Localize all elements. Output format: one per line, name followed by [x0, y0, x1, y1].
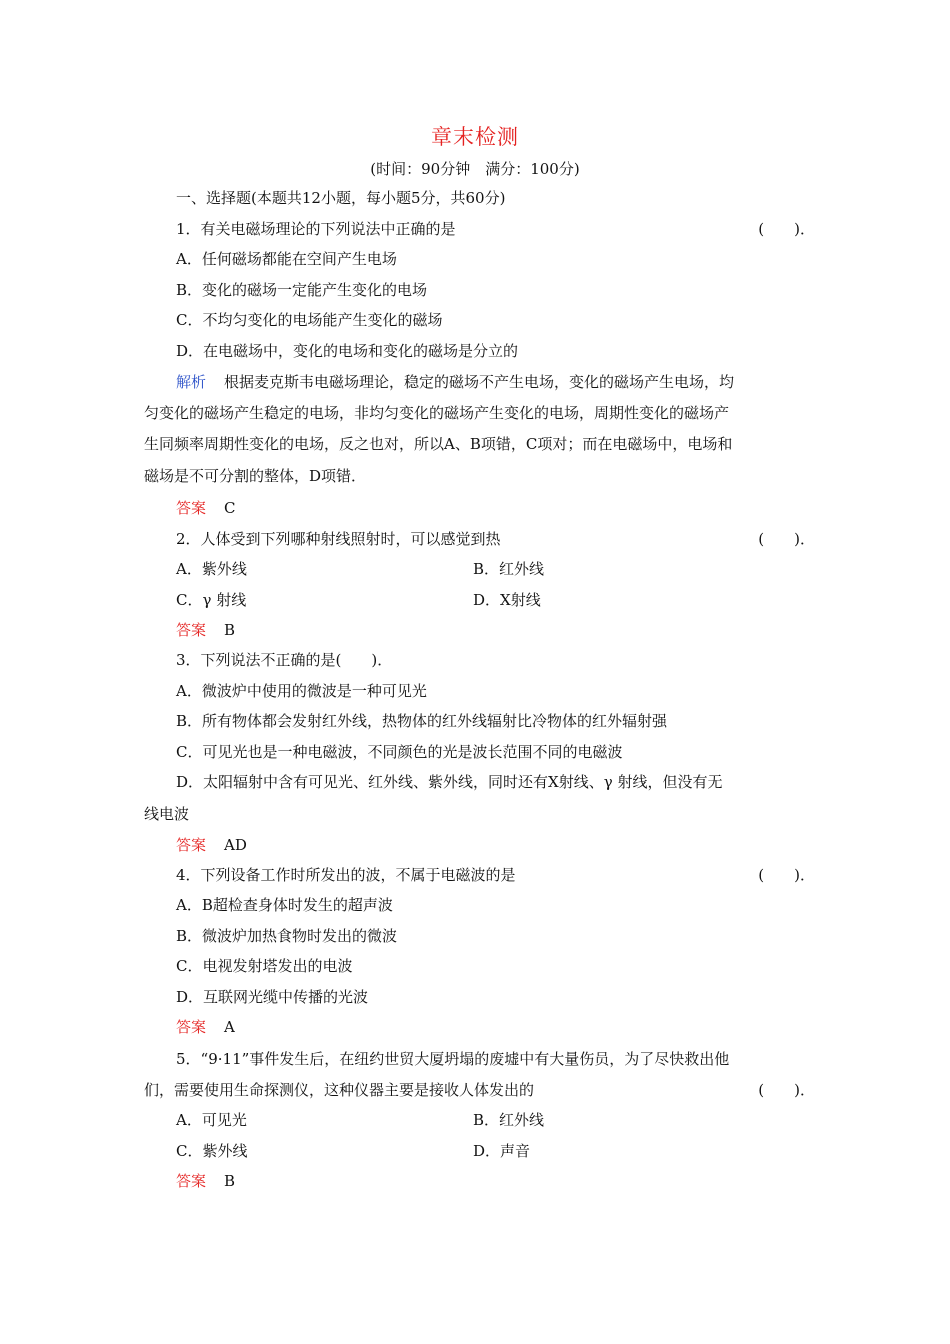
question-2-answer-blank: ( )．: [758, 530, 815, 548]
question-5-answer: [176, 1171, 235, 1191]
answer-value: B: [224, 621, 236, 639]
question-1-option-b: B．变化的磁场一定能产生变化的电场: [176, 281, 428, 299]
question-2-option-a: A．紫外线: [176, 560, 247, 578]
question-5-answer-blank: ( )．: [758, 1081, 815, 1099]
question-1-option-d: D．在电磁场中，变化的电场和变化的磁场是分立的: [176, 342, 519, 360]
answer-label: 答案: [176, 499, 207, 517]
answer-value: B: [224, 1172, 236, 1190]
question-3-stem: 3．下列说法不正确的是( )．: [176, 651, 393, 669]
answer-value: C: [224, 499, 236, 517]
question-2-answer: [176, 620, 235, 640]
question-4-stem: 4．下列设备工作时所发出的波，不属于电磁波的是: [176, 866, 516, 884]
answer-label: 答案: [176, 1018, 207, 1036]
question-4-option-c: C．电视发射塔发出的电波: [176, 957, 353, 975]
analysis-text: 根据麦克斯韦电磁场理论，稳定的磁场不产生电场，变化的磁场产生电场，均: [224, 373, 735, 391]
question-1-option-a: A．任何磁场都能在空间产生电场: [176, 250, 397, 268]
question-3-option-d: D．太阳辐射中含有可见光、红外线、紫外线，同时还有X射线、γ 射线，但没有无: [176, 773, 723, 791]
answer-label: 答案: [176, 621, 207, 639]
question-4-option-a: A．B超检查身体时发生的超声波: [176, 896, 393, 914]
question-3-option-b: B．所有物体都会发射红外线，热物体的红外线辐射比冷物体的红外辐射强: [176, 712, 668, 730]
question-3-answer: [176, 835, 247, 855]
question-3-option-c: C．可见光也是一种电磁波，不同颜色的光是波长范围不同的电磁波: [176, 743, 623, 761]
question-1-analysis-line-4: 磁场是不可分割的整体，D项错．: [144, 467, 367, 485]
question-5-option-c: C．紫外线: [176, 1142, 248, 1160]
question-3-option-a: A．微波炉中使用的微波是一种可见光: [176, 682, 427, 700]
answer-value: AD: [224, 836, 247, 854]
question-1-answer-blank: ( )．: [758, 220, 815, 238]
answer-label: 答案: [176, 1172, 207, 1190]
question-5-stem-line-2: 们，需要使用生命探测仪，这种仪器主要是接收人体发出的: [144, 1081, 535, 1099]
question-4-answer: [176, 1017, 235, 1037]
question-2-option-b: B．红外线: [473, 560, 545, 578]
question-4-answer-blank: ( )．: [758, 866, 815, 884]
question-3-option-d-continued: 线电波: [144, 805, 190, 823]
question-2-stem: 2．人体受到下列哪种射线照射时，可以感觉到热: [176, 530, 501, 548]
question-1-stem: 1．有关电磁场理论的下列说法中正确的是: [176, 220, 456, 238]
question-5-option-b: B．红外线: [473, 1111, 545, 1129]
section-heading: 一、选择题(本题共12小题，每小题5分，共60分): [176, 189, 506, 207]
question-5-stem-line-1: 5．“9·11”事件发生后，在纽约世贸大厦坍塌的废墟中有大量伤员，为了尽快救出他: [176, 1050, 730, 1068]
answer-value: A: [224, 1018, 235, 1036]
question-1-answer: [176, 498, 236, 518]
question-2-option-c: C．γ 射线: [176, 591, 247, 609]
question-5-option-d: D．声音: [473, 1142, 531, 1160]
page-title: 章末检测: [431, 125, 519, 149]
question-1-analysis-line-2: 匀变化的磁场产生稳定的电场，非均匀变化的磁场产生变化的电场，周期性变化的磁场产: [144, 404, 730, 422]
question-2-option-d: D．X射线: [473, 591, 541, 609]
question-4-option-d: D．互联网光缆中传播的光波: [176, 988, 369, 1006]
analysis-label: 解析: [176, 373, 207, 391]
answer-label: 答案: [176, 836, 207, 854]
question-1-option-c: C．不均匀变化的电场能产生变化的磁场: [176, 311, 443, 329]
question-5-option-a: A．可见光: [176, 1111, 247, 1129]
question-1-analysis-line-3: 生同频率周期性变化的电场，反之也对，所以A、B项错，C项对；而在电磁场中，电场和: [144, 435, 733, 453]
question-1-analysis-line-1: [176, 372, 734, 392]
question-4-option-b: B．微波炉加热食物时发出的微波: [176, 927, 398, 945]
exam-info: (时间：90分钟 满分：100分): [370, 160, 580, 178]
